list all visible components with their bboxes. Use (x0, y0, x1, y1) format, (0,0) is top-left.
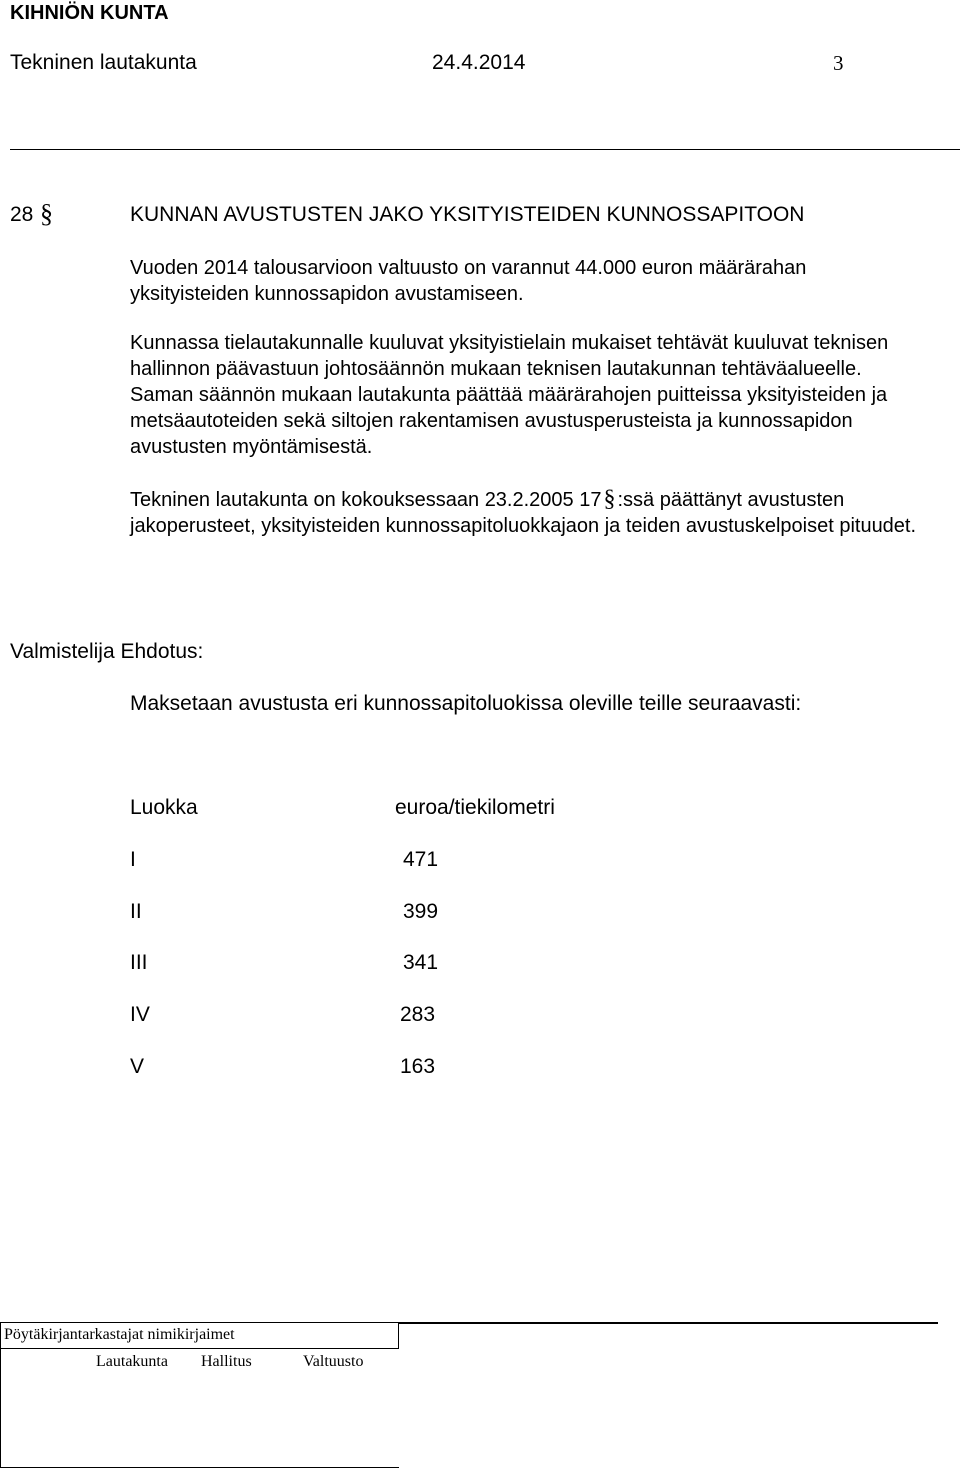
committee-name: Tekninen lautakunta (10, 51, 197, 74)
footer-middle-rule (0, 1348, 399, 1349)
table-row-rate: 399 (403, 900, 439, 923)
signatures-label: Pöytäkirjantarkastajat nimikirjaimet (4, 1326, 235, 1343)
section-symbol-inline: § (603, 486, 616, 512)
table-header-rate: euroa/tiekilometri (395, 796, 555, 819)
meeting-date: 24.4.2014 (432, 51, 526, 74)
decision-text-end: :ssä päättänyt avustusten jakoperusteet, yksityisteiden kunnossapitoluokkajaon ja teiden avustuskelpoiset pituudet. (130, 489, 917, 537)
paragraph-budget (130, 255, 930, 307)
proposal-label: Valmistelija Ehdotus: (10, 640, 204, 663)
section-symbol: § (40, 199, 53, 228)
table-row-rate: 283 (400, 1003, 436, 1026)
header-divider (10, 149, 960, 150)
section-number: 28 (10, 203, 34, 226)
table-row-class: II (130, 900, 142, 923)
organization-name: KIHNIÖN KUNTA (10, 2, 169, 24)
table-header-class: Luokka (130, 796, 198, 819)
footer-top-rule-right (398, 1322, 938, 1324)
paragraph-text: Vuoden 2014 talousarvioon valtuusto on varannut 44.000 euron määrärahan yksityisteiden kunnossapidon avustamiseen. (130, 257, 807, 305)
footer-left-border (0, 1322, 1, 1468)
paragraph-text: Kunnassa tielautakunnalle kuuluvat yksityistielain mukaiset tehtävät kuuluvat teknisen hallinnon päävastuun johtosäännön mukaan teknisen lautakunnan tehtäväalueelle. Saman säännön mukaan lautakunta päättää määrärahojen puitteissa yksityisteiden ja metsäautoteiden sekä siltojen rakentamisen avustusperusteista ja kunnossapidon avustusten myöntämisestä. (130, 332, 889, 458)
table-row-class: IV (130, 1003, 150, 1026)
decision-text-start: Tekninen lautakunta on kokouksessaan 23.2.2005 17 (130, 489, 602, 511)
footer-top-rule (0, 1322, 398, 1323)
table-row-class: III (130, 951, 148, 974)
footer-bottom-rule (0, 1467, 399, 1468)
table-row-class: I (130, 848, 136, 871)
footer-body-government: Hallitus (201, 1353, 252, 1370)
proposal-text: Maksetaan avustusta eri kunnossapitoluokissa oleville teille seuraavasti: (130, 692, 802, 715)
table-row-class: V (130, 1055, 145, 1078)
paragraph-responsibility (130, 330, 930, 460)
table-row-rate: 341 (403, 951, 439, 974)
section-title: KUNNAN AVUSTUSTEN JAKO YKSITYISTEIDEN KUNNOSSAPITOON (130, 203, 805, 226)
paragraph-text (130, 486, 930, 539)
table-row-rate: 163 (400, 1055, 436, 1078)
paragraph-previous-decision (130, 486, 930, 539)
page-number: 3 (833, 51, 844, 75)
footer-body-council: Valtuusto (303, 1353, 364, 1370)
table-row-rate: 471 (403, 848, 439, 871)
footer-body-board: Lautakunta (96, 1353, 168, 1370)
footer-divider (398, 1322, 399, 1348)
